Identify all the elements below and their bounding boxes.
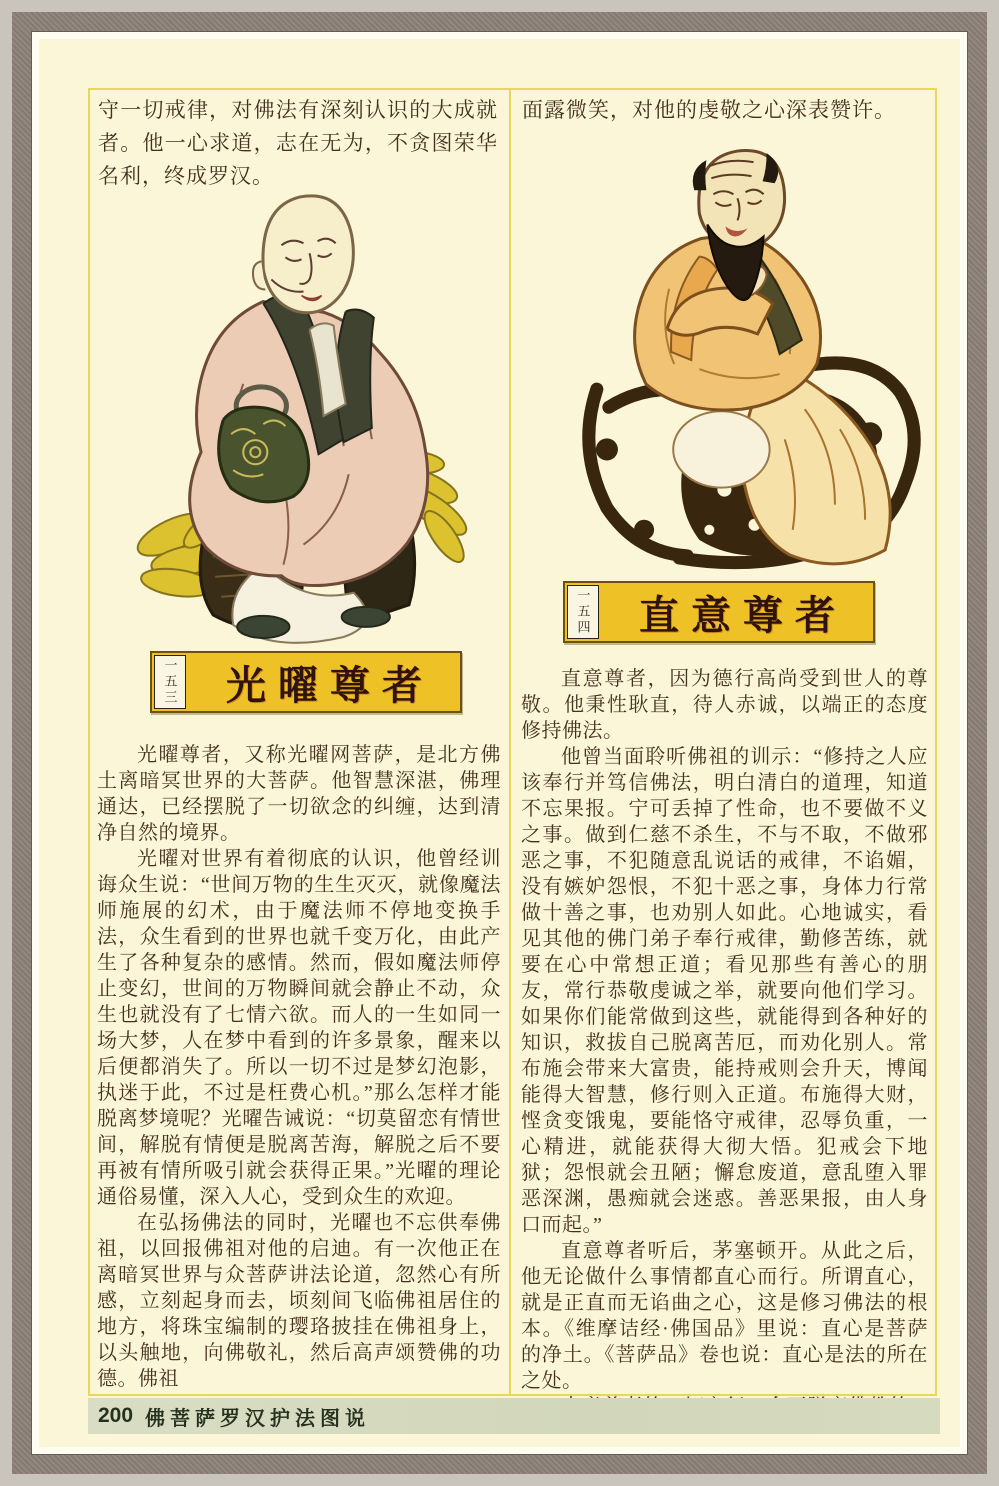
body-paragraph: 直意尊者听后，茅塞顿开。从此之后，他无论做什么事情都直心而行。所谓直心，就是正直而无谄曲之心，这是修习佛法的根本。《维摩诘经·佛国品》里说：直心是菩萨的净土。《菩萨品》卷也说：直心是法的所在之处。 (521, 1240, 928, 1392)
column-divider (509, 88, 511, 1396)
body-paragraph: 直意尊者，因为德行高尚受到世人的尊敬。他秉性耿直，待人赤诚，以端正的态度修持佛法。 (521, 668, 928, 742)
section-title-153: 光曜尊者 (226, 662, 434, 708)
section-title-154: 直意尊者 (639, 592, 847, 638)
body-paragraph: 在弘扬佛法的同时，光曜也不忘供奉佛祖，以回报佛祖对他的启迪。有一次他正在离暗冥世界与众菩萨讲法论道，忽然心有所感，立刻起身而去，顷刻间飞临佛祖居住的地方，将珠宝编制的璎珞披挂在佛祖身上，以头触地，向佛敬礼，然后高声颂赞佛的功德。佛祖 (97, 1212, 501, 1390)
body-paragraph: 光曜尊者，又称光曜网菩萨，是北方佛土离暗冥世界的大菩萨。他智慧深湛，佛理通达，已经摆脱了一切欲念的纠缠，达到清净自然的境界。 (97, 744, 501, 844)
luohan-154-illustration (548, 138, 936, 575)
right-body-text (521, 666, 928, 1420)
footer-bar (88, 1398, 940, 1434)
left-body-text (97, 742, 501, 1392)
page-number: 200 (98, 1404, 134, 1427)
right-continuation-text: 面露微笑，对他的虔敬之心深表赞许。 (522, 98, 896, 122)
section-number-154: 一五四 (567, 585, 599, 639)
luohan-153-illustration (112, 183, 490, 645)
body-paragraph: 光曜对世界有着彻底的认识，他曾经训诲众生说：“世间万物的生生灭灭，就像魔法师施展的幻术，由于魔法师不停地变换手法，众生看到的世界也就千变万化，由此产生了各种复杂的感情。然而，假如魔法师停止变幻，世间的万物瞬间就会静止不动，众生也就没有了七情六欲。而人的一生如同一场大梦，人在梦中看到的许多景象，醒来以后便都消失了。所以一切不过是梦幻泡影，执迷于此，不过是枉费心机。”那么怎样才能脱离梦境呢？光曜告诫说：“切莫留恋有情世间，解脱有情便是脱离苦海，解脱之后不要再被有情所吸引就会获得正果。”光曜的理论通俗易懂，深入人心，受到众生的欢迎。 (97, 848, 501, 1208)
body-paragraph: 他曾当面聆听佛祖的训示：“修持之人应该奉行并笃信佛法，明白清白的道理，知道不忘果报。宁可丢掉了性命，也不要做不义之事。做到仁慈不杀生，不与不取，不做邪恶之事，不犯随意乱说话的戒律，不谄媚，没有嫉妒怨恨，不犯十恶之事，身体力行常做十善之事，也劝别人如此。心地诚实，看见其他的佛门弟子奉行戒律，勤修苦练，就要在心中常想正道；看见那些有善心的朋友，常行恭敬虔诚之举，就要向他们学习。如果你们能常做到这些，就能得到各种好的知识，救拔自己脱离苦厄，而劝化别人。常布施会带来大富贵，能持戒则会升天，博闻能得大智慧，修行则入正道。布施得大财，悭贪变饿鬼，要能恪守戒律，忍辱负重，一心精进，就能获得大彻大悟。犯戒会下地狱；怨恨就会丑陋；懈怠废道，意乱堕入罪恶深渊，愚痴就会迷惑。善恶果报，由人身口而起。” (521, 746, 928, 1236)
left-continuation-text: 守一切戒律，对佛法有深刻认识的大成就者。他一心求道，志在无为，不贪图荣华名利，终成罗汉。 (98, 98, 498, 188)
section-number-153: 一五三 (154, 655, 186, 709)
section-banner-153 (150, 651, 462, 713)
book-title: 佛菩萨罗汉护法图说 (145, 1407, 371, 1430)
section-banner-154 (563, 581, 875, 643)
